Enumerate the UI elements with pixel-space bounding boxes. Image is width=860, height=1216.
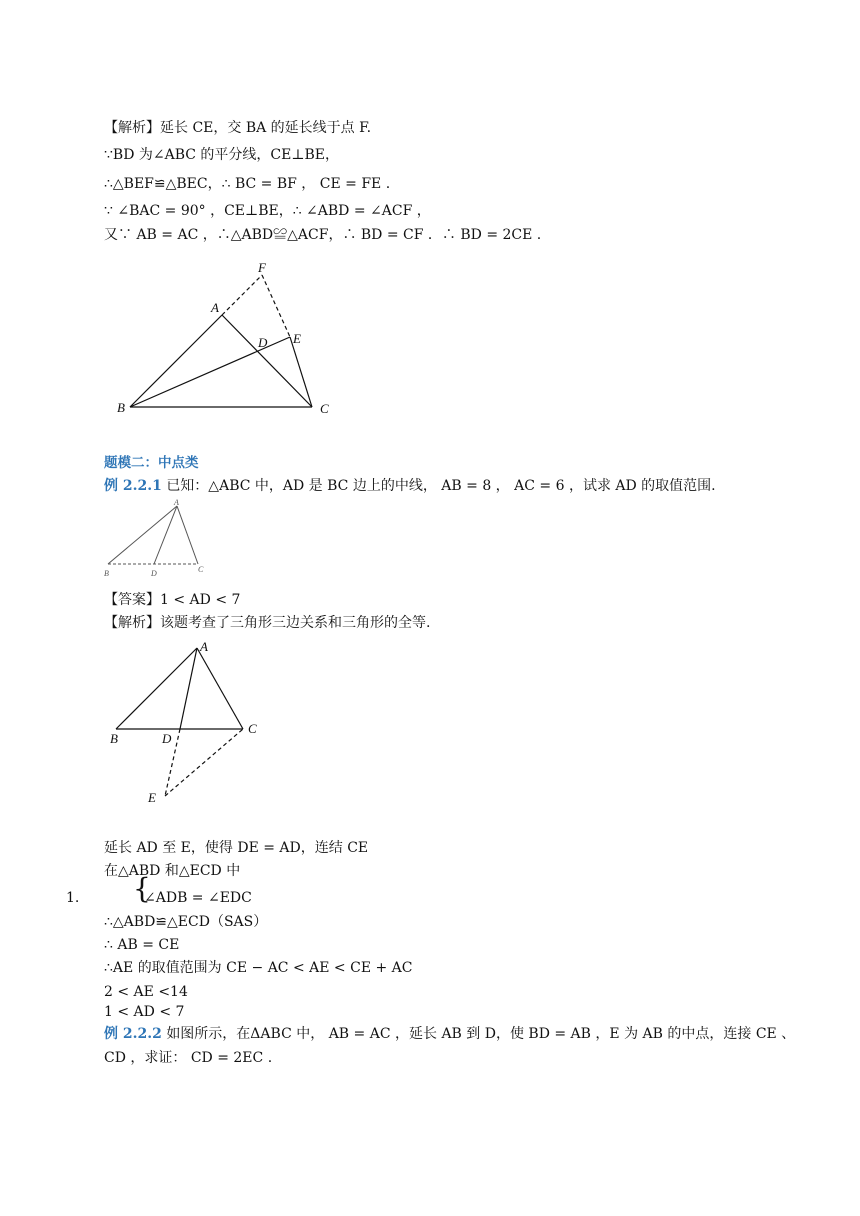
label-E: E	[293, 331, 301, 346]
example-text-2b: CD ，求证： CD = 2EC .	[104, 1050, 273, 1066]
label-F: F	[258, 260, 266, 275]
triangle-figure-2	[100, 498, 215, 580]
step-6: ∴AE 的取值范围为 CE − AC < AE < CE + AC	[104, 960, 413, 976]
analysis-line-4: ∵ ∠BAC = 90° ，CE⊥BE，∴ ∠ABD = ∠ACF ，	[104, 203, 431, 219]
label-B: B	[110, 731, 118, 746]
label-B: B	[104, 569, 109, 578]
section-heading: 题模二：中点类	[104, 455, 199, 471]
label-C: C	[320, 401, 329, 416]
answer: 【答案】1 < AD < 7	[104, 592, 241, 608]
step-4: ∴△ABD≌△ECD（SAS）	[104, 914, 268, 930]
step-7: 2 < AE <14	[104, 984, 188, 1000]
label-E: E	[148, 790, 156, 805]
example-label-2: 例 2.2.2	[104, 1026, 162, 1042]
step-8: 1 < AD < 7	[104, 1004, 185, 1020]
label-A: A	[174, 498, 179, 507]
step-2: 在△ABD 和△ECD 中	[104, 863, 241, 879]
label-C: C	[198, 565, 204, 574]
triangle-figure-1	[100, 255, 360, 425]
example-2-2-2	[104, 1024, 795, 1044]
label-C: C	[248, 721, 257, 736]
label-A: A	[211, 300, 219, 315]
label-D: D	[258, 335, 268, 350]
analysis-line-3: ∴△BEF≌△BEC，∴ BC = BF ， CE = FE .	[104, 176, 391, 192]
label-A: A	[200, 639, 208, 654]
analysis-2: 【解析】该题考查了三角形三边关系和三角形的全等.	[104, 615, 431, 631]
example-text-2: 如图所示，在ΔABC 中， AB = AC ，延长 AB 到 D，使 BD = AB ，E 为 AB 的中点，连接 CE 、	[166, 1026, 796, 1042]
label-D: D	[151, 569, 157, 578]
example-2-2-1	[104, 476, 716, 496]
step-5: ∴ AB = CE	[104, 937, 180, 953]
analysis-line-1: 【解析】延长 CE，交 BA 的延长线于点 F.	[104, 120, 372, 136]
triangle-figure-3	[100, 638, 270, 810]
label-B: B	[117, 400, 125, 415]
step-1: 延长 AD 至 E，使得 DE = AD，连结 CE	[104, 840, 369, 856]
example-label: 例 2.2.1	[104, 478, 162, 494]
list-number: 1.	[66, 890, 80, 906]
analysis-line-2: ∵BD 为∠ABC 的平分线，CE⊥BE，	[104, 147, 340, 163]
example-text: 已知：△ABC 中，AD 是 BC 边上的中线， AB = 8 ， AC = 6 ，试求 AD 的取值范围.	[166, 478, 716, 494]
label-D: D	[162, 731, 172, 746]
step-3: ∠ADB = ∠EDC	[144, 890, 252, 906]
analysis-line-5: 又∵ AB = AC ，∴△ABD≌△ACF，∴ BD = CF ．∴ BD = 2CE .	[104, 227, 542, 243]
brace-icon: {	[133, 872, 151, 905]
